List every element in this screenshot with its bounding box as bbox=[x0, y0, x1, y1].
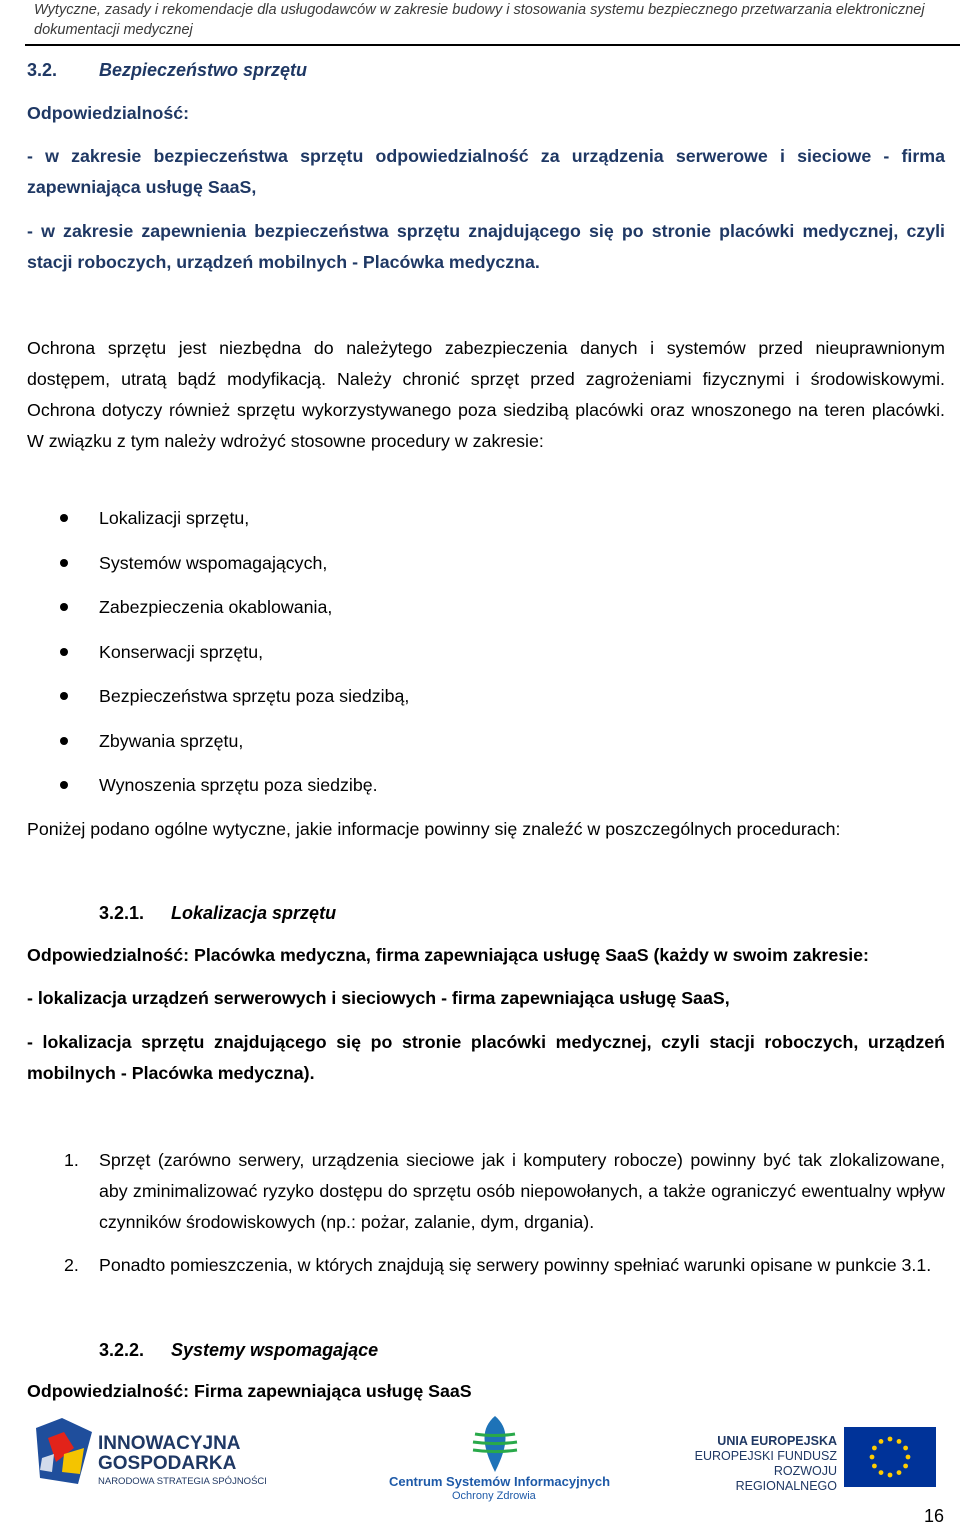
ordered-item-number: 2. bbox=[64, 1255, 79, 1275]
list-item: Zabezpieczenia okablowania, bbox=[60, 592, 409, 637]
eu-flag-icon bbox=[844, 1427, 936, 1487]
intro-paragraph: Ochrona sprzętu jest niezbędna do należytego zabezpieczenia danych i systemów przed nieuprawnionym dostępem, utratą bądź modyfikacją. Należy chronić sprzęt przed zagrożeniami fizycznymi i środowiskowymi. Ochrona dotyczy również sprzętu wykorzystywanego poza siedzibą placówki oraz wnoszonego na teren placówki. W związku z tym należy wdrożyć stosowne procedury w zakresie: bbox=[27, 338, 945, 451]
procedures-list bbox=[60, 503, 409, 815]
subsection-number: 3.2.1. bbox=[99, 903, 145, 923]
innovative-economy-logo-icon bbox=[34, 1418, 94, 1488]
list-item: Zbywania sprzętu, bbox=[60, 726, 409, 771]
logo-innovative-line2: GOSPODARKA bbox=[98, 1453, 237, 1474]
subsection-resp-item-servers: - lokalizacja urządzeń serwerowych i sieciowych - firma zapewniająca usługę SaaS, bbox=[27, 988, 730, 1008]
logo-eu-line2: EUROPEJSKI FUNDUSZ bbox=[694, 1449, 837, 1463]
ordered-item-text: Sprzęt (zarówno serwery, urządzenia sieciowe jak i komputery robocze) powinny być tak zlokalizowane, aby zminimalizować ryzyko dostępu do sprzętu osób niepowołanych, a także ograniczyć ewentualny wpływ czynników środowiskowych (np.: pożar, zalanie, dym, drgania). bbox=[99, 1150, 945, 1232]
list-item: Konserwacji sprzętu, bbox=[60, 637, 409, 682]
subsection-number: 3.2.2. bbox=[99, 1340, 145, 1360]
subsection-resp-item-workstations: - lokalizacja sprzętu znajdującego się po stronie placówki medycznej, czyli stacji roboczych, urządzeń mobilnych - Placówka medyczna). bbox=[27, 1032, 945, 1083]
csioz-logo-icon bbox=[465, 1414, 525, 1474]
running-header: Wytyczne, zasady i rekomendacje dla usługodawców w zakresie budowy i stosowania systemu bezpiecznego przetwarzania elektronicznej dokumentacji medycznej bbox=[34, 2, 925, 38]
logo-innovative-line3: NARODOWA STRATEGIA SPÓJNOŚCI bbox=[98, 1476, 267, 1487]
subsection-title: Systemy wspomagające bbox=[171, 1340, 379, 1360]
ordered-item-text: Ponadto pomieszczenia, w których znajdują się serwery powinny spełniać warunki opisane w punkcie 3.1. bbox=[99, 1255, 932, 1275]
section-number: 3.2. bbox=[27, 60, 58, 80]
page-number: 16 bbox=[923, 1506, 944, 1526]
logo-eu-line1: UNIA EUROPEJSKA bbox=[717, 1434, 837, 1448]
logo-csioz-line2: Ochrony Zdrowia bbox=[452, 1490, 536, 1502]
list-item: Wynoszenia sprzętu poza siedzibę. bbox=[60, 770, 409, 815]
list-item: Bezpieczeństwa sprzętu poza siedzibą, bbox=[60, 681, 409, 726]
list-item: Lokalizacji sprzętu, bbox=[60, 503, 409, 548]
header-divider bbox=[25, 44, 960, 46]
responsibility-item-workstations: - w zakresie zapewnienia bezpieczeństwa sprzętu znajdującego się po stronie placówki medycznej, czyli stacji roboczych, urządzeń mobilnych - Placówka medyczna. bbox=[27, 221, 945, 272]
list-item: Systemów wspomagających, bbox=[60, 548, 409, 593]
section-title: Bezpieczeństwo sprzętu bbox=[99, 60, 308, 80]
subsection-responsibility: Odpowiedzialność: Placówka medyczna, firma zapewniająca usługę SaaS (każdy w swoim zakresie: bbox=[27, 945, 869, 965]
subsection-responsibility: Odpowiedzialność: Firma zapewniająca usługę SaaS bbox=[27, 1381, 472, 1401]
logo-csioz-line1: Centrum Systemów Informacyjnych bbox=[389, 1474, 611, 1489]
outro-paragraph: Poniżej podano ogólne wytyczne, jakie informacje powinny się znaleźć w poszczególnych procedurach: bbox=[27, 819, 841, 839]
responsibility-item-servers: - w zakresie bezpieczeństwa sprzętu odpowiedzialność za urządzenia serwerowe i sieciowe - firma zapewniająca usługę SaaS, bbox=[27, 146, 945, 197]
logo-innovative-line1: INNOWACYJNA bbox=[98, 1433, 241, 1454]
ordered-item-number: 1. bbox=[64, 1150, 79, 1170]
responsibility-label: Odpowiedzialność: bbox=[27, 103, 190, 123]
subsection-title: Lokalizacja sprzętu bbox=[171, 903, 337, 923]
logo-eu-line3: ROZWOJU REGIONALNEGO bbox=[735, 1464, 837, 1493]
